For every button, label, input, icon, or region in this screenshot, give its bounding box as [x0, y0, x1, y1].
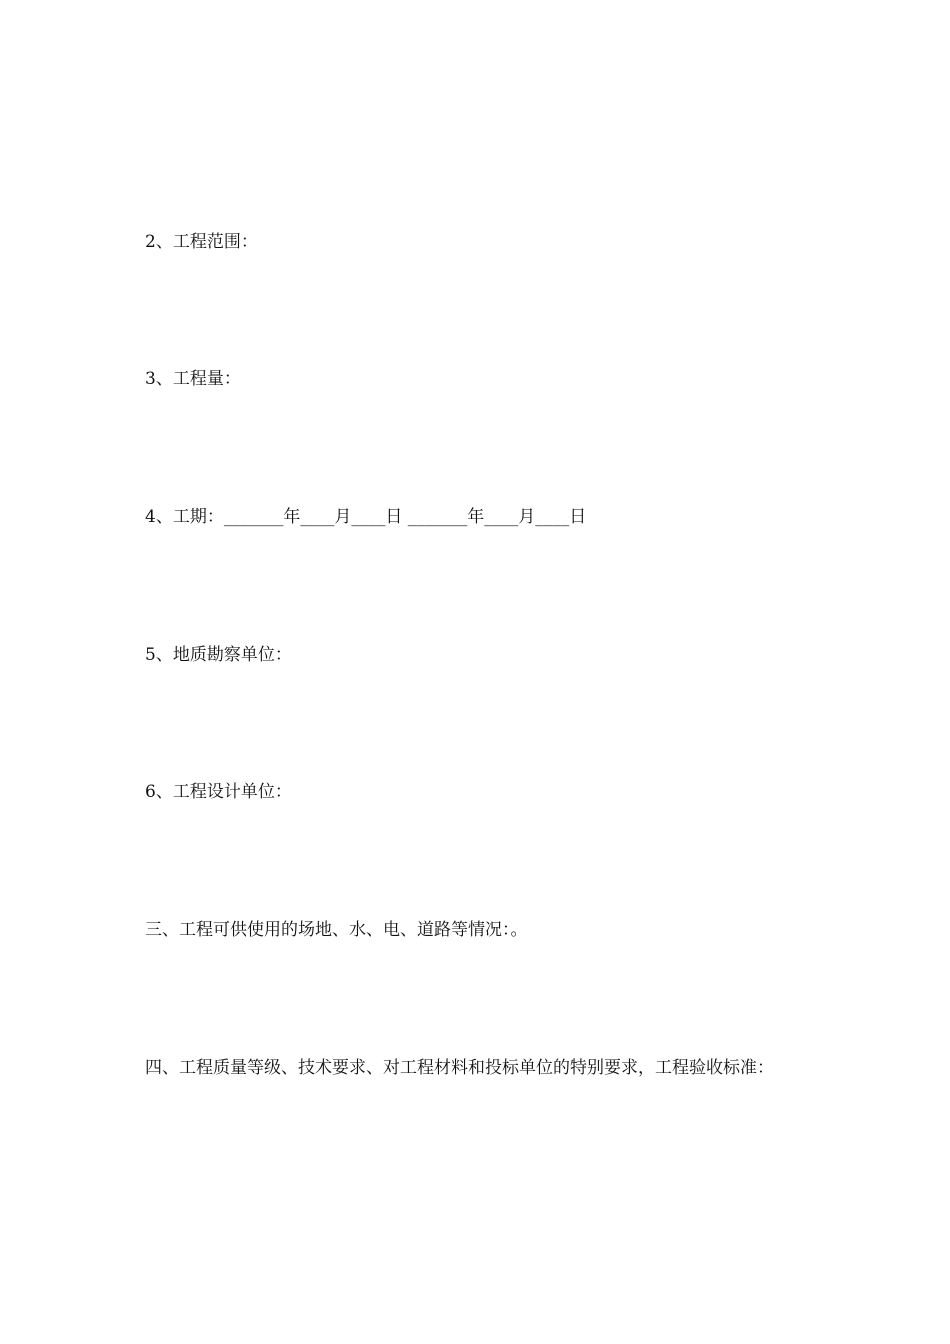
section-quality-requirements: 四、工程质量等级、技术要求、对工程材料和投标单位的特别要求，工程验收标准：	[145, 1058, 774, 1078]
item-geological-survey-unit: 5、地质勘察单位：	[145, 645, 292, 665]
item-engineering-quantity: 3、工程量：	[145, 369, 241, 389]
section-site-conditions: 三、工程可供使用的场地、水、电、道路等情况：。	[145, 920, 528, 940]
item-engineering-scope: 2、工程范围：	[145, 232, 258, 252]
item-construction-period: 4、工期：_______年____月____日 _______年____月____日	[145, 507, 587, 527]
item-engineering-design-unit: 6、工程设计单位：	[145, 782, 292, 802]
